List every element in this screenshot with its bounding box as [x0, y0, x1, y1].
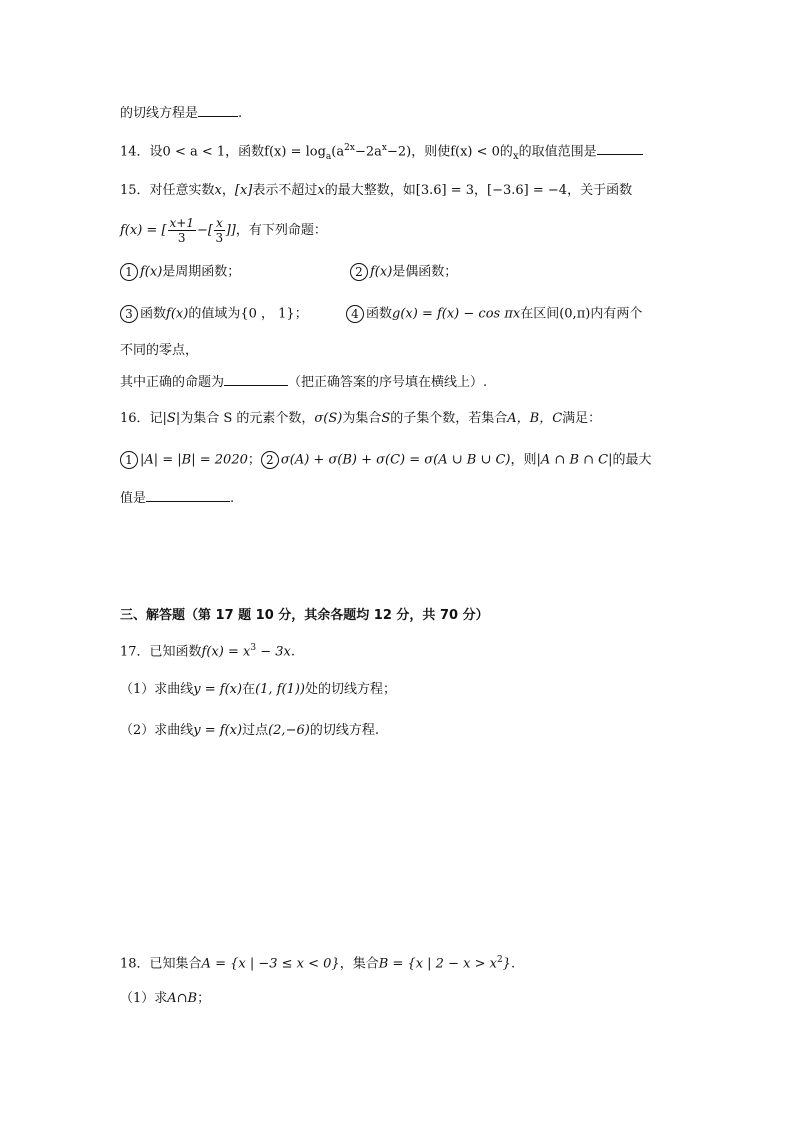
text-fragment: 的 [499, 144, 513, 160]
text-fragment: 内有两个 [590, 306, 643, 322]
q17-part-1 [120, 681, 396, 699]
text-fragment: ]] [225, 223, 236, 238]
text-fragment: 15．对任意实数 [120, 183, 215, 198]
text-fragment: σ(S) [314, 411, 343, 426]
text-fragment: 的最大整数，如 [324, 183, 416, 198]
q16-conditions [120, 451, 652, 470]
question-15 [120, 182, 632, 200]
question-18 [120, 951, 515, 973]
answer-blank-14[interactable] [597, 142, 643, 155]
text-fragment: 的切线方程. [309, 723, 379, 738]
text-fragment: |A| = |B| = 2020 [140, 452, 248, 468]
text-fragment: ， [474, 183, 488, 198]
text-fragment: (1, f(1)) [255, 682, 305, 697]
text-fragment: B = {x | 2 − x > x [378, 956, 497, 972]
text-fragment: 18．已知集合 [120, 956, 202, 972]
q15-function-def [120, 214, 327, 248]
text-fragment: 是周期函数； [162, 264, 241, 280]
text-fragment: ， [221, 183, 235, 198]
text-fragment: f(x) = x [201, 644, 251, 660]
q13-tail [120, 104, 242, 123]
text-fragment: −[ [196, 223, 213, 238]
text-fragment: a [325, 151, 332, 162]
text-fragment: A = {x | −3 ≤ x < 0} [201, 956, 340, 972]
text-fragment: 2x [344, 143, 355, 153]
text-fragment: x [381, 143, 387, 153]
text-fragment: 在 [242, 682, 256, 697]
text-fragment: x [512, 150, 519, 162]
text-fragment: （2）求曲线 [120, 723, 194, 738]
section-heading: 三、解答题（第 17 题 10 分，其余各题均 12 分，共 70 分） [120, 608, 489, 623]
q17-part-2 [120, 722, 379, 740]
text-fragment: 为集合 [342, 411, 382, 426]
answer-blank-15[interactable] [224, 373, 288, 386]
text-fragment: f(x) [140, 264, 163, 280]
text-fragment: x [214, 183, 222, 198]
text-fragment: ； [197, 991, 211, 1006]
answer-blank-13[interactable] [198, 104, 238, 117]
text-fragment: ，关于函数 [567, 183, 633, 198]
text-fragment: （1）求 [120, 991, 168, 1006]
circled-number-1: 1 [120, 263, 138, 281]
text-fragment: 0 < a < 1 [162, 144, 226, 160]
text-fragment: . [510, 956, 516, 972]
text-fragment: 满足： [562, 411, 602, 426]
text-fragment: [x] [234, 183, 253, 198]
text-fragment: f(x) = log [264, 144, 326, 160]
text-fragment: (0,π) [559, 306, 591, 322]
answer-blank-16[interactable] [146, 489, 230, 502]
text-fragment: 的值域为 [188, 306, 241, 322]
circled-number-4: 4 [346, 305, 364, 323]
text-fragment: A∩B [167, 991, 198, 1006]
text-fragment: ，有下列命题： [235, 223, 327, 238]
text-fragment: (2,−6) [268, 723, 310, 738]
q16-tail [120, 489, 234, 508]
text-fragment: 函数 [140, 306, 167, 322]
text-fragment: 其中正确的命题为 [120, 375, 225, 390]
question-14 [120, 139, 643, 166]
text-fragment: 为集合 S 的元素个数， [180, 411, 315, 426]
fraction [168, 216, 196, 245]
text-fragment: x [215, 216, 223, 230]
text-fragment: S [381, 411, 391, 426]
text-fragment: 3 [215, 231, 224, 245]
text-fragment: 处的切线方程； [305, 682, 397, 697]
text-fragment: ； [294, 306, 308, 322]
text-fragment: f(x) [166, 306, 189, 322]
text-fragment: (a [331, 144, 345, 160]
text-fragment: ，则使 [411, 144, 451, 160]
text-fragment: A，B，C [507, 411, 563, 426]
text-fragment: g(x) = f(x) − cos πx [392, 306, 521, 322]
text-fragment: −2a [354, 144, 382, 160]
text-fragment: 3 [177, 231, 186, 245]
text-fragment: 是偶函数； [392, 264, 458, 280]
text-fragment: −2) [386, 144, 412, 160]
text-fragment: f(x) = [ [120, 223, 167, 238]
text-fragment: 过点 [242, 723, 269, 738]
text-fragment: 值是 [120, 491, 147, 506]
circled-number-3: 3 [120, 305, 138, 323]
q15-prop-4 [346, 305, 642, 324]
text-fragment: . [290, 644, 295, 660]
text-fragment: y = f(x) [193, 723, 243, 738]
text-fragment: ，则 [510, 452, 537, 468]
text-fragment: } [502, 956, 511, 972]
q15-prop-4-cont [120, 342, 198, 360]
q15-prop-2 [350, 263, 457, 282]
text-fragment: 16．记 [120, 411, 163, 426]
circled-number-2: 2 [350, 263, 368, 281]
text-fragment: 的子集个数，若集合 [390, 411, 508, 426]
text-fragment: （1）求曲线 [120, 682, 194, 697]
text-fragment: [−3.6] = −4 [487, 183, 568, 198]
q15-prop-3 [120, 305, 308, 324]
text-fragment: 17．已知函数 [120, 644, 202, 660]
text-fragment: （把正确答案的序号填在横线上）. [288, 375, 488, 390]
text-fragment: . [238, 106, 243, 121]
text-fragment: σ(A) + σ(B) + σ(C) = σ(A ∪ B ∪ C) [280, 452, 511, 468]
text-fragment: |S| [162, 411, 181, 426]
question-16 [120, 410, 601, 428]
text-fragment: ； [247, 452, 261, 468]
text-fragment: − 3x [256, 644, 291, 660]
text-fragment: 不同的零点， [120, 343, 199, 358]
text-fragment: 的切线方程是 [120, 106, 199, 121]
text-fragment: f(x) [370, 264, 393, 280]
circled-number-2: 2 [261, 451, 279, 469]
q18-part-1 [120, 990, 210, 1008]
fraction [214, 216, 225, 245]
text-fragment: x [317, 183, 325, 198]
text-fragment: {0 ， 1} [240, 306, 295, 322]
text-fragment: 2 [496, 955, 503, 965]
text-fragment: 的最大 [612, 452, 652, 468]
text-fragment: ，函数 [225, 144, 265, 160]
question-17 [120, 639, 295, 661]
q15-props-1-2 [120, 263, 240, 282]
q15-ask [120, 373, 487, 392]
text-fragment: [3.6] = 3 [415, 183, 475, 198]
text-fragment: |A ∩ B ∩ C| [536, 452, 613, 468]
text-fragment: 3 [250, 643, 257, 653]
text-fragment: x+1 [169, 216, 194, 230]
text-fragment: 表示不超过 [252, 183, 318, 198]
text-fragment: ，集合 [339, 956, 379, 972]
circled-number-1: 1 [120, 451, 138, 469]
text-fragment: 的取值范围是 [518, 144, 597, 160]
text-fragment: 14．设 [120, 144, 163, 160]
text-fragment: 函数 [366, 306, 393, 322]
text-fragment: y = f(x) [193, 682, 243, 697]
text-fragment: 在区间 [520, 306, 560, 322]
text-fragment: . [230, 491, 235, 506]
text-fragment: f(x) < 0 [450, 144, 500, 160]
